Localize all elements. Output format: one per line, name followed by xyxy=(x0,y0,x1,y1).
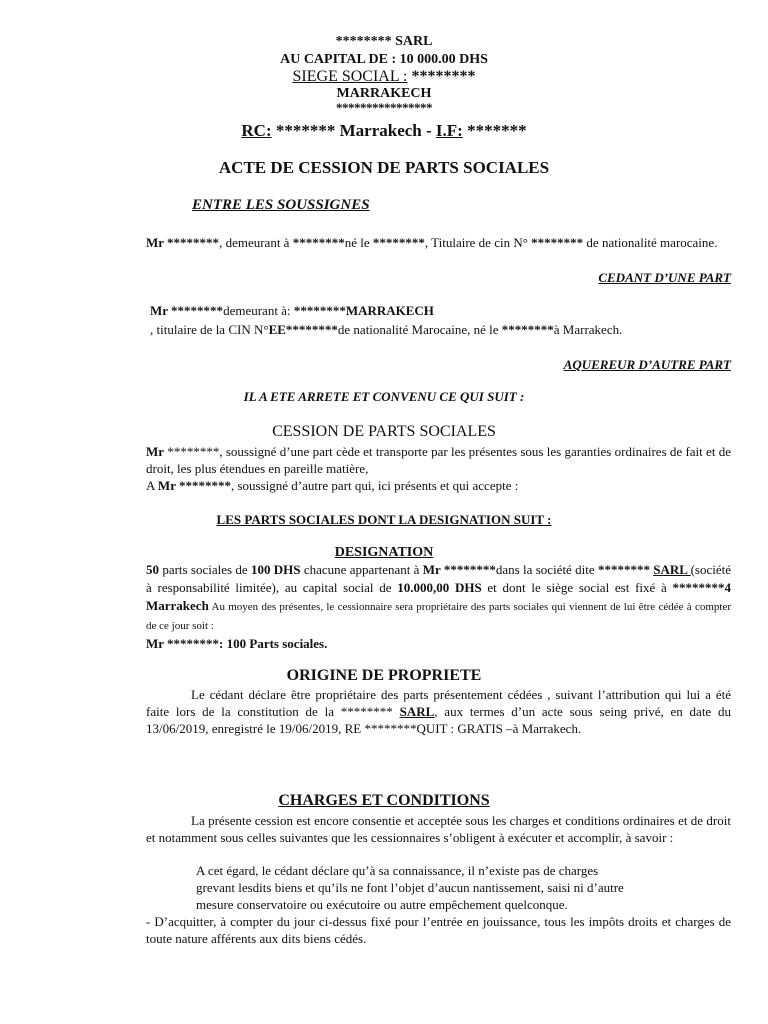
company-city: MARRAKECH xyxy=(336,86,432,101)
party1-role: CEDANT D’UNE PART xyxy=(598,270,731,285)
party2-paragraph xyxy=(150,301,735,339)
siege-value: ******** xyxy=(411,68,476,85)
designation-capital: 10.000,00 DHS xyxy=(397,580,482,595)
siege-label: SIEGE SOCIAL : xyxy=(292,68,408,85)
cession-text2: , soussigné d’autre part qui, ici présents et qui accepte : xyxy=(230,478,519,493)
header-stars: **************** xyxy=(336,100,432,115)
siege-social xyxy=(0,68,768,86)
origine-paragraph xyxy=(146,686,731,737)
party1-text2: né le xyxy=(344,235,373,250)
party1-text3: , Titulaire de cin N° xyxy=(424,235,532,250)
rc-value: ******* Marrakech - xyxy=(275,121,436,140)
charges-heading: CHARGES ET CONDITIONS xyxy=(278,792,490,809)
rc-label: RC: xyxy=(241,121,272,140)
designation-intro: LES PARTS SOCIALES DONT LA DESIGNATION SUIT : xyxy=(216,512,552,527)
cession-mr1: Mr xyxy=(146,444,165,459)
charges-p2-line2: grevant lesdits biens et qu’ils ne font l’objet d’aucun nantissement, saisi ni d’autre xyxy=(196,880,624,895)
party1-text1: , demeurant à xyxy=(219,235,293,250)
designation-text5: et dont le siège social est fixé à xyxy=(481,580,673,595)
party2-text3: de nationalité Marocaine, né le xyxy=(337,322,502,337)
party2-mr: Mr ******** xyxy=(150,303,224,318)
designation-soc: ******** xyxy=(597,562,654,577)
if-value: ******* xyxy=(467,121,527,140)
charges-paragraph1: La présente cession est encore consentie et acceptée sous les charges et conditions ordinaires et de droit et notamment sous celles suivantes que les cessionnaires s’obligent à exécuter et accomplir, à savoir : xyxy=(146,813,731,845)
origine-text1: Le cédant déclare être propriétaire des parts présentement cédées , suivant l’attribution qui lui a été faite lors de la constitution de la ******** xyxy=(146,687,731,719)
designation-value: 100 DHS xyxy=(250,562,301,577)
charges-p2-line3: mesure conservatoire ou exécutoire ou autre empêchement quelconque. xyxy=(196,897,568,912)
designation-text2: chacune appartenant à xyxy=(300,562,423,577)
document-title: ACTE DE CESSION DE PARTS SOCIALES xyxy=(218,158,550,177)
party1-text4: de nationalité marocaine. xyxy=(583,235,718,250)
entre-heading: ENTRE LES SOUSSIGNES xyxy=(192,197,370,213)
party2-cin: EE******** xyxy=(268,322,338,337)
party1-paragraph xyxy=(146,233,731,252)
charges-paragraph3: - D’acquitter, à compter du jour ci-dessus fixé pour l’entrée en jouissance, tous les impôts droits et charges de toute nature afférents aux dits biens cédés. xyxy=(146,914,731,946)
party1-address: ******** xyxy=(292,235,345,250)
cession-paragraph xyxy=(146,443,731,494)
rc-if-line xyxy=(0,121,768,141)
party1-cin: ******** xyxy=(531,235,584,250)
party2-text2: , titulaire de la CIN N° xyxy=(150,322,269,337)
designation-text4: (société à responsabilité limitée), au capital social de xyxy=(146,562,731,595)
cession-a: A xyxy=(146,478,158,493)
origine-heading: ORIGINE DE PROPRIETE xyxy=(286,667,482,684)
designation-heading: DESIGNATION xyxy=(334,545,434,560)
party2-text4: à Marrakech. xyxy=(553,322,623,337)
charges-paragraph2 xyxy=(196,862,716,913)
cession-mr2: Mr ******** xyxy=(157,478,231,493)
company-name: ******** SARL xyxy=(335,34,433,49)
designation-count: 50 xyxy=(146,562,159,577)
party2-address: ********MARRAKECH xyxy=(293,303,434,318)
party2-born: ******** xyxy=(501,322,554,337)
convenu-line: IL A ETE ARRETE ET CONVENU CE QUI SUIT : xyxy=(243,389,525,404)
party1-mr: Mr ******** xyxy=(146,235,220,250)
origine-sarl: SARL xyxy=(399,704,435,719)
if-label: I.F: xyxy=(435,121,463,140)
designation-text6: Au moyen des présentes, le cessionnaire sera propriétaire des parts sociales qui viennent de lui être cédée à compter de ce jour soit : xyxy=(146,601,731,632)
designation-siege: ********4 Marrakech xyxy=(146,580,731,613)
cession-text1: ********, soussigné d’une part cède et transporte par les présentes sous les garanties ordinaires de fait et de droit, les plus étendues en pareille matière, xyxy=(146,444,731,476)
party2-text1: demeurant à: xyxy=(223,303,294,318)
origine-text2: , aux termes d’un acte sous seing privé, en date du 13/06/2019, enregistré le 19/06/2019, RE ********QUIT : GRATIS –à Marrakech. xyxy=(146,704,731,736)
designation-sarl: SARL xyxy=(653,562,691,577)
designation-paragraph xyxy=(146,561,731,653)
designation-last: Mr ********: 100 Parts sociales. xyxy=(146,636,328,651)
party2-role: AQUEREUR D’AUTRE PART xyxy=(563,357,731,372)
designation-text1: parts sociales de xyxy=(159,562,251,577)
party1-born: ******** xyxy=(372,235,425,250)
charges-p2-line1: A cet égard, le cédant déclare qu’à sa connaissance, il n’existe pas de charges xyxy=(196,863,599,878)
company-capital: AU CAPITAL DE : 10 000.00 DHS xyxy=(280,52,488,67)
designation-text3: dans la société dite xyxy=(495,562,598,577)
cession-heading: CESSION DE PARTS SOCIALES xyxy=(272,423,496,440)
designation-mr: Mr ******** xyxy=(422,562,496,577)
